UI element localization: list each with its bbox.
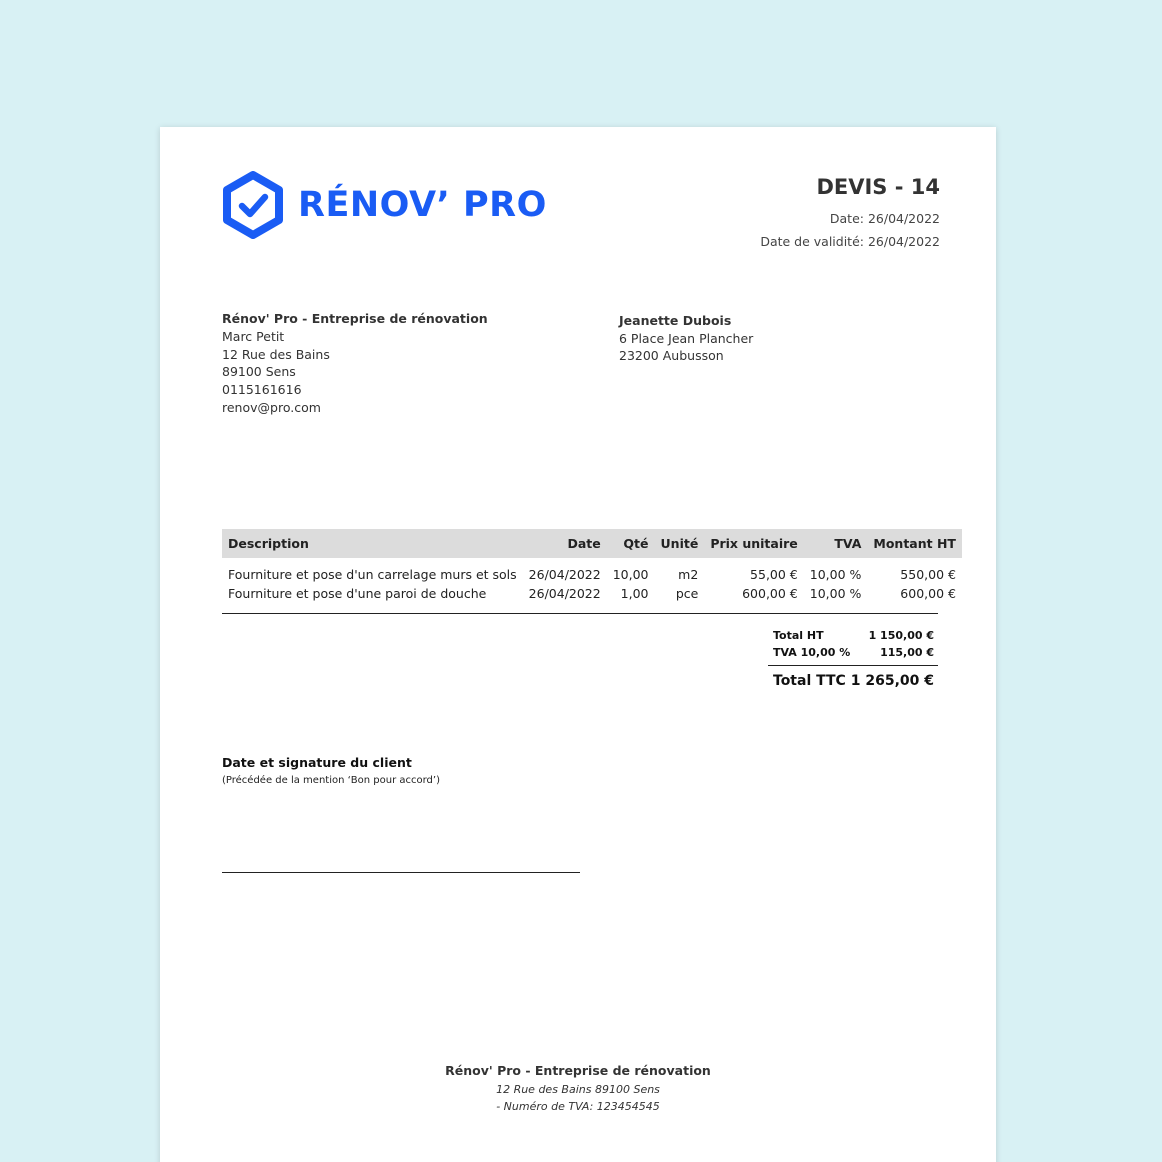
total-vat-row	[768, 644, 938, 661]
total-vat-label: TVA 10,00 %	[773, 646, 851, 659]
row-amount: 550,00 €	[900, 566, 956, 582]
row-date: 26/04/2022	[528, 586, 601, 601]
brand-name: RÉNOV’ PRO	[298, 185, 547, 225]
row-vat: 10,00 %	[809, 586, 862, 601]
sender-contact: Marc Petit	[222, 328, 285, 344]
signature-block	[222, 755, 440, 786]
table-divider	[222, 613, 938, 614]
col-unit-price: Prix unitaire	[704, 529, 803, 558]
brand-logo	[222, 171, 547, 239]
col-date: Date	[523, 529, 607, 558]
sender-email: renov@pro.com	[222, 399, 321, 415]
row-unit-price: 600,00 €	[742, 586, 798, 601]
col-vat: TVA	[804, 529, 868, 558]
table-row	[222, 558, 962, 584]
signature-title: Date et signature du client	[222, 755, 412, 770]
row-amount: 600,00 €	[900, 586, 956, 601]
client-address	[619, 312, 753, 365]
row-description: Fourniture et pose d'un carrelage murs et sols	[228, 566, 517, 582]
total-ttc-value: 1 265,00 €	[850, 673, 934, 689]
sender-address	[222, 310, 488, 417]
col-description: Description	[222, 529, 523, 558]
row-unit-price: 55,00 €	[750, 566, 798, 582]
row-vat: 10,00 %	[809, 566, 862, 582]
total-ttc-label: Total TTC	[773, 673, 846, 689]
footer-company: Rénov' Pro - Entreprise de rénovation	[445, 1063, 711, 1078]
col-qty: Qté	[607, 529, 655, 558]
client-city: 23200 Aubusson	[619, 348, 724, 363]
sender-phone: 0115161616	[222, 382, 302, 398]
table-header-row	[222, 529, 962, 558]
sender-street: 12 Rue des Bains	[222, 346, 330, 362]
row-date: 26/04/2022	[528, 566, 601, 582]
client-street: 6 Place Jean Plancher	[619, 330, 754, 346]
row-unit: m2	[678, 566, 699, 582]
document-validity: Date de validité: 26/04/2022	[760, 234, 940, 249]
client-name: Jeanette Dubois	[619, 313, 732, 328]
quote-document	[160, 127, 996, 1162]
signature-note: (Précédée de la mention ‘Bon pour accord’)	[222, 775, 440, 786]
totals-block	[768, 627, 938, 694]
row-qty: 1,00	[620, 586, 649, 601]
footer-vat-number: - Numéro de TVA: 123454545	[496, 1100, 660, 1113]
sender-company: Rénov' Pro - Entreprise de rénovation	[222, 311, 488, 326]
hexagon-check-icon	[222, 171, 284, 239]
signature-line	[222, 872, 580, 873]
row-unit: pce	[675, 586, 699, 601]
total-ht-value: 1 150,00 €	[868, 629, 934, 642]
document-date: Date: 26/04/2022	[829, 211, 940, 226]
document-header	[760, 175, 940, 253]
row-description: Fourniture et pose d'une paroi de douche	[228, 586, 487, 601]
table-row	[222, 584, 962, 603]
total-ht-row	[768, 627, 938, 644]
sender-city: 89100 Sens	[222, 364, 296, 380]
total-vat-value: 115,00 €	[880, 646, 934, 659]
col-amount: Montant HT	[867, 529, 962, 558]
col-unit: Unité	[655, 529, 705, 558]
total-ttc-row	[768, 666, 938, 694]
document-title: DEVIS - 14	[816, 175, 940, 199]
items-table	[222, 529, 962, 603]
footer-address: 12 Rue des Bains 89100 Sens	[496, 1083, 660, 1096]
row-qty: 10,00	[612, 566, 649, 582]
total-ht-label: Total HT	[773, 629, 824, 642]
document-footer	[160, 1063, 996, 1113]
